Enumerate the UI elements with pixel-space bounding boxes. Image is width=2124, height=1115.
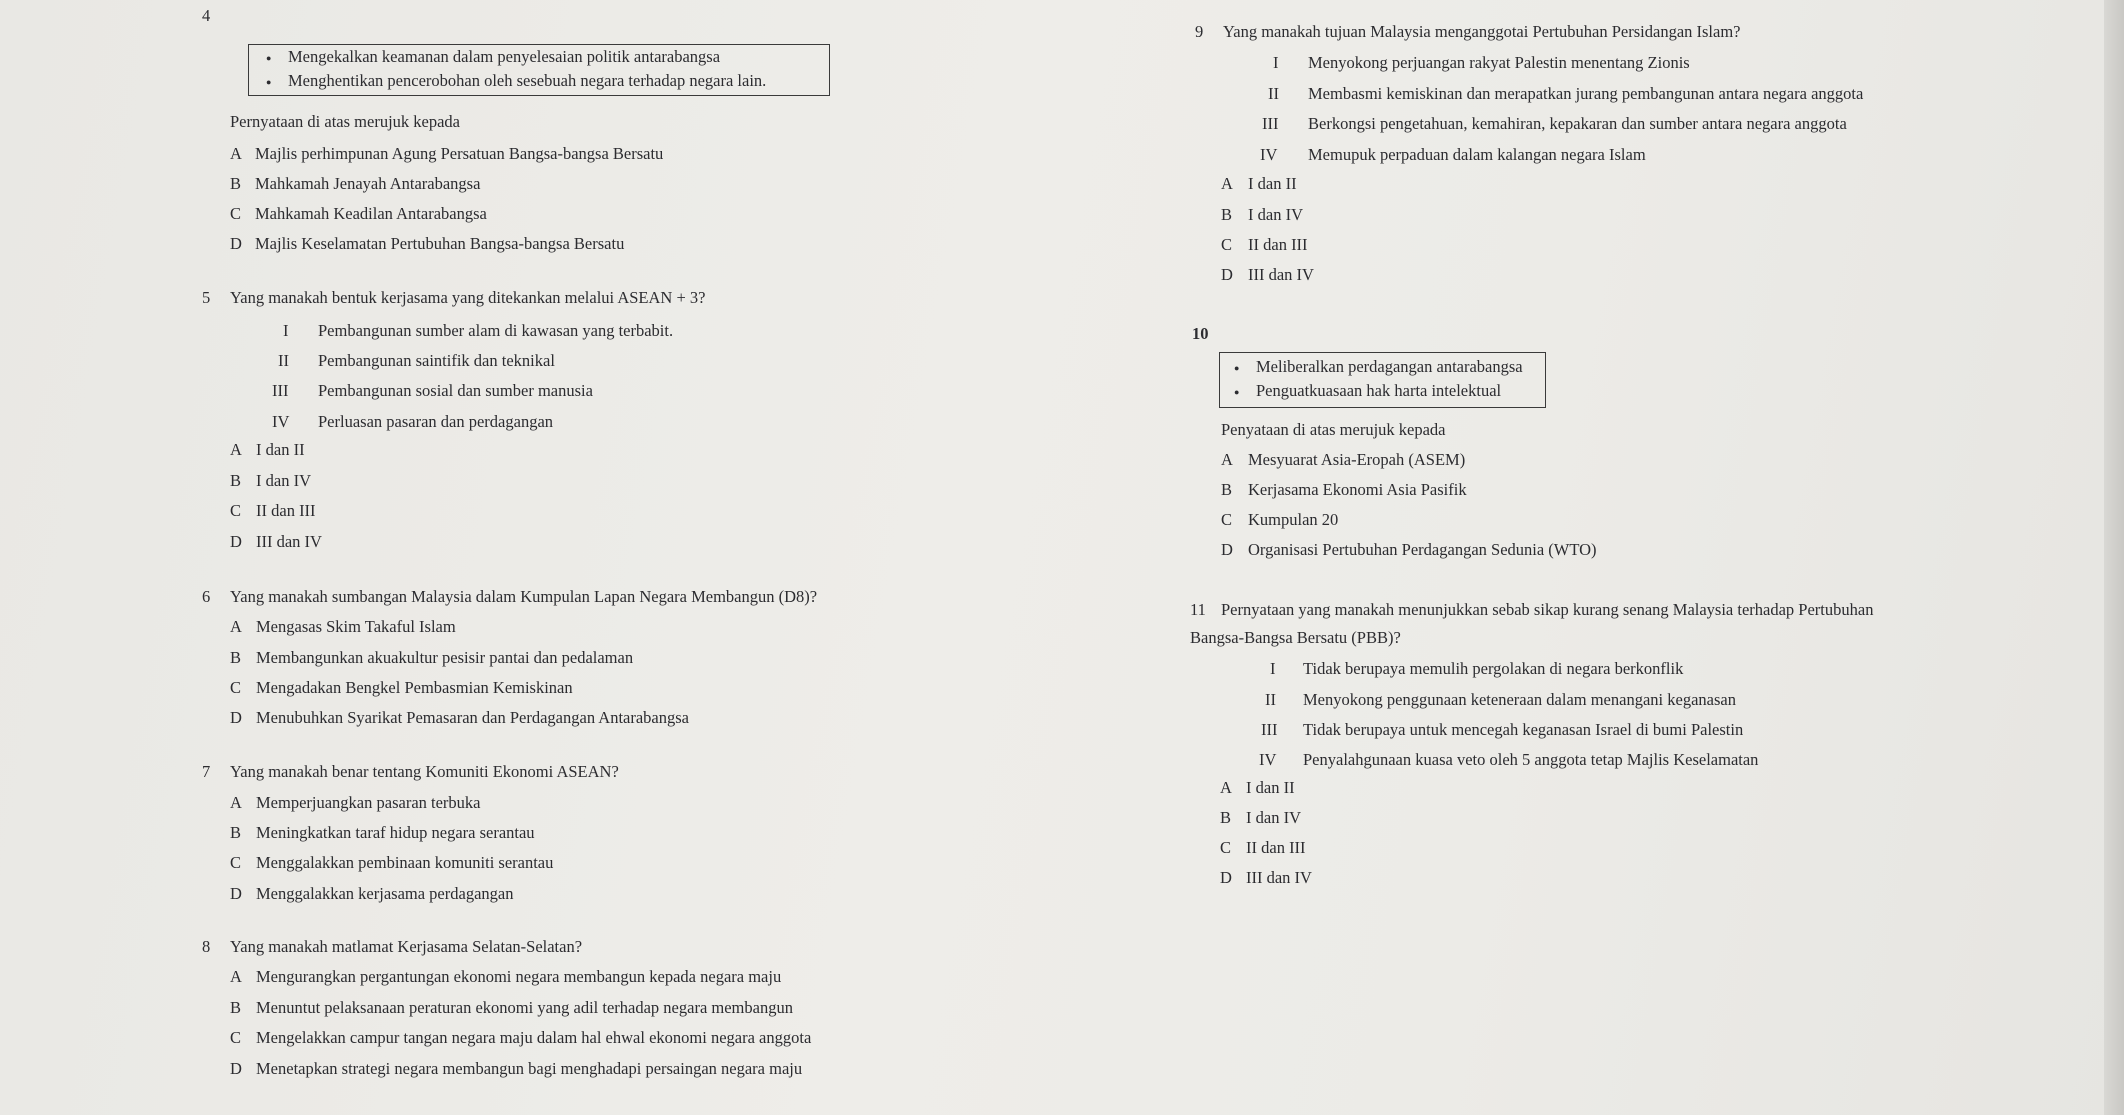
- q9-statement-roman: II: [1268, 84, 1279, 103]
- q5-option-text: I dan IV: [256, 471, 311, 490]
- q7-option-text: Menggalakkan kerjasama perdagangan: [256, 884, 514, 903]
- q6-option-text: Mengadakan Bengkel Pembasmian Kemiskinan: [256, 678, 573, 697]
- q10-box-item: ● Penguatkuasaan hak harta intelektual: [1256, 381, 1501, 401]
- q6-option-text: Menubuhkan Syarikat Pemasaran dan Perdagangan Antarabangsa: [256, 708, 689, 727]
- q10-box-item: ● Meliberalkan perdagangan antarabangsa: [1256, 357, 1523, 377]
- q11-option-text: II dan III: [1246, 838, 1306, 857]
- q10-option-letter: D: [1221, 540, 1233, 559]
- page-number: 4: [202, 6, 211, 25]
- q4-box-item: ● Mengekalkan keamanan dalam penyelesaian politik antarabangsa: [288, 47, 720, 67]
- q11-statement-text: Penyalahgunaan kuasa veto oleh 5 anggota tetap Majlis Keselamatan: [1303, 750, 1759, 769]
- q4-option-text: Mahkamah Keadilan Antarabangsa: [255, 204, 487, 223]
- q4-option-text: Mahkamah Jenayah Antarabangsa: [255, 174, 481, 193]
- q10-option-text: Mesyuarat Asia-Eropah (ASEM): [1248, 450, 1466, 469]
- q9-statement-roman: III: [1262, 114, 1279, 133]
- q9-option-text: III dan IV: [1248, 265, 1314, 284]
- q9-statement-text: Memupuk perpaduan dalam kalangan negara Islam: [1308, 145, 1646, 164]
- q11-number: 11: [1190, 600, 1206, 619]
- q4-stem: Pernyataan di atas merujuk kepada: [230, 112, 460, 131]
- q5-statement-roman: III: [272, 381, 289, 400]
- q10-stem: Penyataan di atas merujuk kepada: [1221, 420, 1446, 439]
- q5-statement-text: Pembangunan sosial dan sumber manusia: [318, 381, 593, 400]
- q8-option-text: Menuntut pelaksanaan peraturan ekonomi yang adil terhadap negara membangun: [256, 998, 793, 1017]
- q8-option-letter: D: [230, 1059, 242, 1078]
- paper-edge: [2104, 0, 2124, 1115]
- q5-option-letter: D: [230, 532, 242, 551]
- q11-statement-text: Tidak berupaya untuk mencegah keganasan Israel di bumi Palestin: [1303, 720, 1744, 739]
- q7-option-letter: D: [230, 884, 242, 903]
- q8-option-text: Mengelakkan campur tangan negara maju dalam hal ehwal ekonomi negara anggota: [256, 1028, 812, 1047]
- q10-number: 10: [1192, 324, 1209, 343]
- q8-option-text: Mengurangkan pergantungan ekonomi negara membangun kepada negara maju: [256, 967, 782, 986]
- q4-option-text: Majlis perhimpunan Agung Persatuan Bangsa-bangsa Bersatu: [255, 144, 664, 163]
- q7-option-text: Menggalakkan pembinaan komuniti serantau: [256, 853, 554, 872]
- q11-option-letter: B: [1220, 808, 1232, 827]
- q6-question: Yang manakah sumbangan Malaysia dalam Kumpulan Lapan Negara Membangun (D8)?: [230, 587, 818, 606]
- q11-option-letter: A: [1220, 778, 1232, 797]
- q9-statement-text: Menyokong perjuangan rakyat Palestin menentang Zionis: [1308, 53, 1690, 72]
- q8-question: Yang manakah matlamat Kerjasama Selatan-Selatan?: [230, 937, 583, 956]
- q5-statement-roman: I: [283, 321, 289, 340]
- q7-question: Yang manakah benar tentang Komuniti Ekonomi ASEAN?: [230, 762, 619, 781]
- q5-option-letter: C: [230, 501, 242, 520]
- q11-question-line1: Pernyataan yang manakah menunjukkan sebab sikap kurang senang Malaysia terhadap Pertubuhan: [1221, 600, 1874, 619]
- q11-option-letter: D: [1220, 868, 1232, 887]
- q6-number: 6: [202, 587, 211, 606]
- q8-option-letter: C: [230, 1028, 242, 1047]
- q5-statement-roman: II: [278, 351, 289, 370]
- q5-option-letter: A: [230, 440, 242, 459]
- q7-number: 7: [202, 762, 211, 781]
- q4-option-letter: B: [230, 174, 242, 193]
- q9-statement-text: Membasmi kemiskinan dan merapatkan jurang pembangunan antara negara anggota: [1308, 84, 1864, 103]
- q4-option-letter: A: [230, 144, 242, 163]
- q5-statement-text: Pembangunan saintifik dan teknikal: [318, 351, 555, 370]
- q11-statement-text: Tidak berupaya memulih pergolakan di negara berkonflik: [1303, 659, 1684, 678]
- q5-option-text: I dan II: [256, 440, 305, 459]
- q5-option-text: III dan IV: [256, 532, 322, 551]
- q4-option-text: Majlis Keselamatan Pertubuhan Bangsa-bangsa Bersatu: [255, 234, 625, 253]
- q10-option-letter: B: [1221, 480, 1233, 499]
- q5-statement-roman: IV: [272, 412, 290, 431]
- q10-option-text: Organisasi Pertubuhan Perdagangan Sedunia (WTO): [1248, 540, 1597, 559]
- q7-option-letter: A: [230, 793, 242, 812]
- q9-option-text: I dan II: [1248, 174, 1297, 193]
- q11-statement-roman: I: [1270, 659, 1276, 678]
- q4-option-letter: C: [230, 204, 242, 223]
- q10-option-letter: C: [1221, 510, 1233, 529]
- q11-option-text: III dan IV: [1246, 868, 1312, 887]
- q6-option-text: Membangunkan akuakultur pesisir pantai dan pedalaman: [256, 648, 634, 667]
- q9-statement-roman: I: [1273, 53, 1279, 72]
- q6-option-letter: D: [230, 708, 242, 727]
- q7-option-text: Meningkatkan taraf hidup negara serantau: [256, 823, 535, 842]
- q7-option-text: Memperjuangkan pasaran terbuka: [256, 793, 481, 812]
- q11-option-letter: C: [1220, 838, 1232, 857]
- q7-option-letter: B: [230, 823, 242, 842]
- q4-option-letter: D: [230, 234, 242, 253]
- q11-statement-roman: III: [1261, 720, 1278, 739]
- q9-question: Yang manakah tujuan Malaysia menganggotai Pertubuhan Persidangan Islam?: [1223, 22, 1741, 41]
- q5-statement-text: Pembangunan sumber alam di kawasan yang terbabit.: [318, 321, 674, 340]
- q5-number: 5: [202, 288, 211, 307]
- q9-option-letter: A: [1221, 174, 1233, 193]
- q5-option-text: II dan III: [256, 501, 316, 520]
- q6-option-letter: C: [230, 678, 242, 697]
- q10-option-letter: A: [1221, 450, 1233, 469]
- q8-option-letter: B: [230, 998, 242, 1017]
- q8-option-letter: A: [230, 967, 242, 986]
- q11-statement-text: Menyokong penggunaan keteneraan dalam menangani keganasan: [1303, 690, 1736, 709]
- q6-option-letter: A: [230, 617, 242, 636]
- q11-option-text: I dan II: [1246, 778, 1295, 797]
- q4-box-item: ● Menghentikan pencerobohan oleh sesebuah negara terhadap negara lain.: [288, 71, 766, 91]
- q7-option-letter: C: [230, 853, 242, 872]
- q9-statement-text: Berkongsi pengetahuan, kemahiran, kepakaran dan sumber antara negara anggota: [1308, 114, 1847, 133]
- q11-question-line2: Bangsa-Bangsa Bersatu (PBB)?: [1190, 628, 1401, 647]
- q8-option-text: Menetapkan strategi negara membangun bagi menghadapi persaingan negara maju: [256, 1059, 803, 1078]
- q10-option-text: Kumpulan 20: [1248, 510, 1339, 529]
- q10-option-text: Kerjasama Ekonomi Asia Pasifik: [1248, 480, 1467, 499]
- q9-option-letter: B: [1221, 205, 1233, 224]
- q9-option-text: I dan IV: [1248, 205, 1303, 224]
- q5-statement-text: Perluasan pasaran dan perdagangan: [318, 412, 554, 431]
- q11-statement-roman: IV: [1259, 750, 1277, 769]
- q11-statement-roman: II: [1265, 690, 1276, 709]
- q5-option-letter: B: [230, 471, 242, 490]
- q11-option-text: I dan IV: [1246, 808, 1301, 827]
- q6-option-letter: B: [230, 648, 242, 667]
- q5-question: Yang manakah bentuk kerjasama yang ditekankan melalui ASEAN + 3?: [230, 288, 706, 307]
- q6-option-text: Mengasas Skim Takaful Islam: [256, 617, 456, 636]
- q9-option-letter: C: [1221, 235, 1233, 254]
- q9-statement-roman: IV: [1260, 145, 1278, 164]
- q9-number: 9: [1195, 22, 1204, 41]
- q9-option-letter: D: [1221, 265, 1233, 284]
- q9-option-text: II dan III: [1248, 235, 1308, 254]
- q8-number: 8: [202, 937, 211, 956]
